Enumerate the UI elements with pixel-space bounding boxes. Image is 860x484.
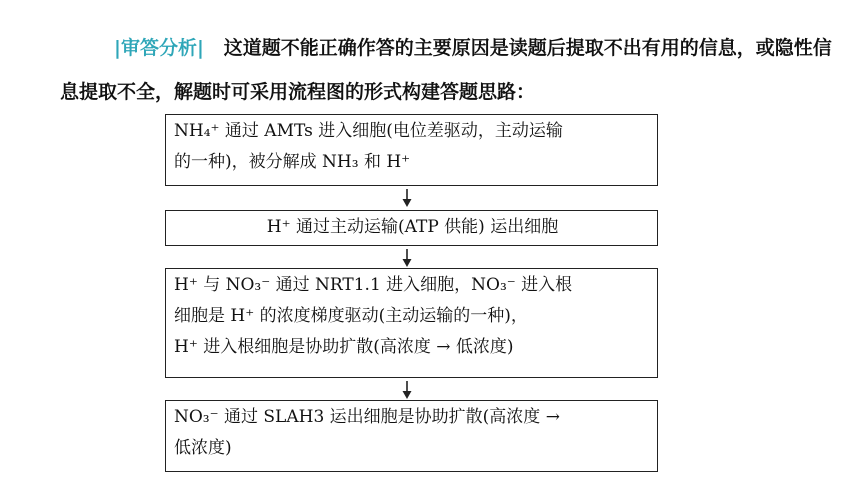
flow-step-3-line-1: H⁺ 与 NO₃⁻ 通过 NRT1.1 进入细胞，NO₃⁻ 进入根 — [174, 275, 573, 295]
flow-step-4-line-1: NO₃⁻ 通过 SLAH3 运出细胞是协助扩散(高浓度 → — [174, 407, 560, 427]
analysis-paragraph — [60, 26, 840, 114]
flow-step-4-line-2: 低浓度) — [174, 438, 232, 458]
down-arrow-icon — [399, 248, 415, 268]
analysis-tag: |审答分析| — [114, 37, 204, 59]
flow-step-1-line-2: 的一种)，被分解成 NH₃ 和 H⁺ — [174, 152, 411, 172]
flow-step-1 — [165, 114, 658, 186]
flow-step-2-line-1: H⁺ 通过主动运输(ATP 供能) 运出细胞 — [266, 217, 559, 237]
flow-step-2 — [165, 210, 658, 246]
down-arrow-icon — [399, 188, 415, 208]
analysis-text: 这道题不能正确作答的主要原因是读题后提取不出有用的信息，或隐性信息提取不全，解题时可采用流程图的形式构建答题思路： — [60, 37, 832, 103]
flow-step-3-line-2: 细胞是 H⁺ 的浓度梯度驱动(主动运输的一种)， — [174, 306, 528, 326]
flow-step-3-line-3: H⁺ 进入根细胞是协助扩散(高浓度 → 低浓度) — [174, 337, 514, 357]
down-arrow-icon — [399, 380, 415, 400]
flow-step-1-line-1: NH₄⁺ 通过 AMTs 进入细胞(电位差驱动，主动运输 — [174, 121, 563, 141]
flow-step-3 — [165, 268, 658, 378]
flow-step-4 — [165, 400, 658, 472]
